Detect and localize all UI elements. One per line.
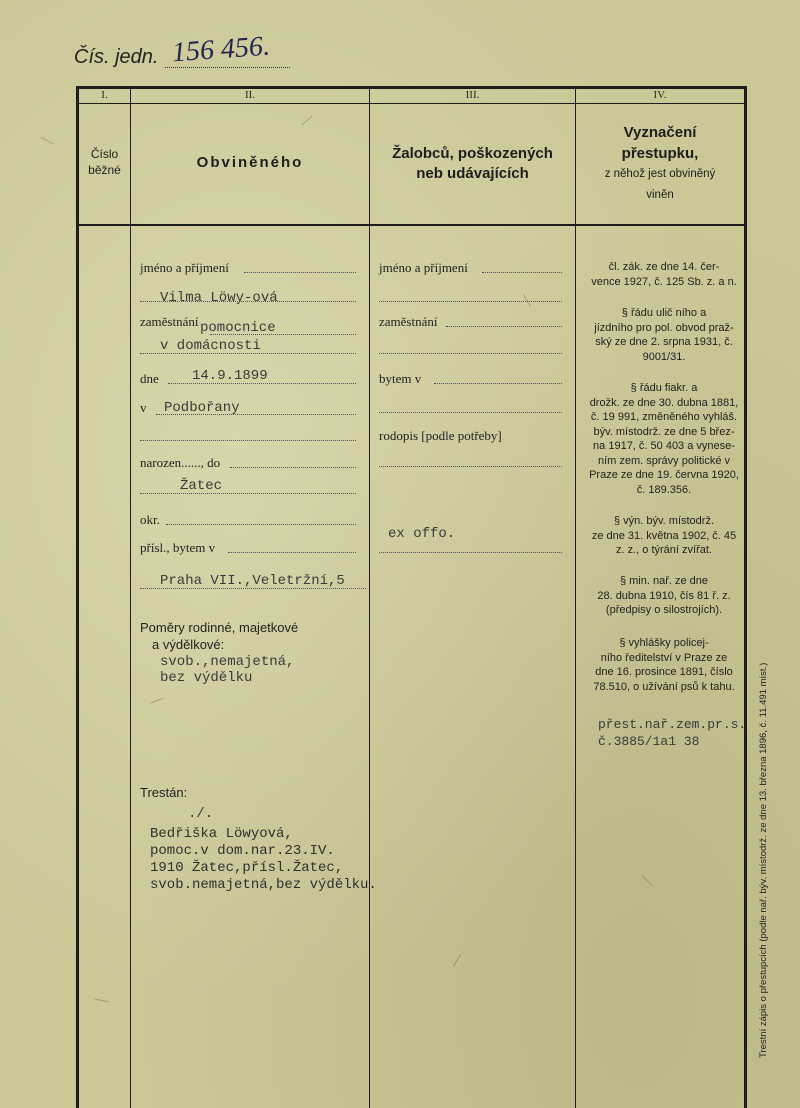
accused-address-value: Praha VII.,Veletržní,5 <box>160 573 345 589</box>
dotted-line <box>210 334 356 335</box>
dotted-line <box>140 588 366 589</box>
law-line: z. z., o týrání zvířat. <box>616 544 712 556</box>
dotted-line <box>379 466 562 467</box>
law-typed-line: č.3885/1a1 38 <box>598 734 700 749</box>
dotted-line <box>230 467 356 468</box>
col-header-zalobcu-line: neb udávajících <box>416 165 529 182</box>
law-line: dne 16. prosince 1891, číslo <box>595 666 733 678</box>
law-block-1 <box>588 260 740 289</box>
accused-name-value: Vilma Löwy-ová <box>160 290 278 306</box>
dotted-line <box>168 383 356 384</box>
accused-job-value-1: pomocnice <box>200 320 276 336</box>
law-line: ský ze dne 2. srpna 1931, č. <box>595 336 733 348</box>
dotted-line <box>228 552 356 553</box>
accused-born-value: Žatec <box>180 478 223 494</box>
punished-line: svob.nemajetná,bez výdělku. <box>150 877 377 893</box>
law-line: jízdního pro pol. obvod praž- <box>594 321 734 334</box>
col-header-vyznaceni-line: viněn <box>646 189 674 201</box>
accused-name-label: jméno a příjmení <box>140 260 229 275</box>
accused-date-label: dne <box>140 371 159 386</box>
table-col-divider-1 <box>130 86 131 1108</box>
law-line: ního ředitelství v Praze ze <box>600 651 728 664</box>
law-line: býv. místodrž. ze dne 5 břez- <box>593 425 735 438</box>
dotted-line <box>379 353 562 354</box>
accused-family-value-2: bez výdělku <box>160 670 253 686</box>
law-line: § řádu ulič ního a <box>621 307 707 319</box>
table-col-divider-2 <box>369 86 370 1108</box>
law-line: drožk. ze dne 30. dubna 1881, <box>589 396 739 409</box>
punished-line: 1910 Žatec,přísl.Žatec, <box>150 860 344 876</box>
dotted-line <box>379 412 562 413</box>
col-header-vyznaceni-line: Vyznačení <box>623 124 697 141</box>
cis-jedn-value: 156 456. <box>171 30 271 69</box>
plaintiff-rodopis-label: rodopis [podle potřeby] <box>379 428 502 443</box>
accused-date-value: 14.9.1899 <box>192 368 268 384</box>
law-line: ním zem. správy politické v <box>597 454 731 467</box>
dotted-line <box>446 326 562 327</box>
dotted-line <box>482 272 562 273</box>
law-line: na 1917, č. 50 403 a vynese- <box>593 440 735 452</box>
accused-job-value-2: v domácnosti <box>160 338 261 354</box>
col-header-cislo <box>79 146 130 178</box>
dotted-line <box>434 383 562 384</box>
col-header-vyznaceni <box>576 122 744 206</box>
col-header-zalobcu-line: Žalobců, poškozených <box>392 145 553 162</box>
accused-place-label: v <box>140 400 147 415</box>
law-line: 28. dubna 1910, čís 81 ř. z. <box>597 589 731 602</box>
roman-col-3: III. <box>465 89 480 101</box>
table-col-divider-3 <box>575 86 576 1108</box>
law-line: ze dne 31. května 1902, č. 45 <box>591 529 737 542</box>
accused-punished-mark: ./. <box>188 806 214 822</box>
law-line: § výn. býv. místodrž. <box>613 515 715 527</box>
accused-punished-label: Trestán: <box>140 785 188 800</box>
law-line: Praze ze dne 19. června 1920, <box>589 469 739 481</box>
col-header-vyznaceni-line: přestupku, <box>621 145 699 162</box>
punished-line: pomoc.v dom.nar.23.IV. <box>150 843 335 859</box>
dotted-line <box>244 272 356 273</box>
table-right-border <box>744 86 747 1108</box>
law-line: č. 189.356. <box>636 483 692 496</box>
accused-district-label: okr. <box>140 512 160 527</box>
table-left-border <box>76 86 79 1108</box>
col-header-zalobcu <box>370 144 575 184</box>
punished-line: Bedřiška Löwyová, <box>150 826 293 842</box>
accused-family-value-1: svob.,nemajetná, <box>160 654 295 670</box>
plaintiff-residence-label: bytem v <box>379 371 422 386</box>
accused-belong-label: přísl., bytem v <box>140 540 216 555</box>
dotted-line <box>140 493 356 494</box>
accused-job-label: zaměstnání <box>140 314 199 329</box>
law-line: vence 1927, č. 125 Sb. z. a n. <box>591 275 737 288</box>
law-line: 9001/31. <box>642 350 686 363</box>
law-line: § řádu fiakr. a <box>630 382 698 394</box>
dotted-line <box>379 301 562 302</box>
law-block-3 <box>588 381 740 497</box>
roman-col-4: IV. <box>653 89 667 101</box>
accused-family-label-2: a výdělkové: <box>152 637 225 652</box>
col-header-cislo-line: běžné <box>88 163 121 177</box>
law-line: 78.510, o užívání psů k tahu. <box>593 680 735 693</box>
law-block-2 <box>588 306 740 364</box>
law-block-5 <box>588 574 740 618</box>
law-typed-note <box>598 716 746 750</box>
law-block-4 <box>588 514 740 558</box>
law-line: § min. nař. ze dne <box>619 575 709 587</box>
law-line: § vyhlášky policej- <box>619 637 709 649</box>
col-header-obvineneho: Obviněného <box>196 154 304 171</box>
accused-place-value: Podbořany <box>164 400 240 416</box>
law-typed-line: přest.nař.zem.pr.s. <box>598 717 747 732</box>
table-header-divider <box>76 224 746 226</box>
plaintiff-job-label: zaměstnání <box>379 314 438 329</box>
accused-born-label: narozen......, do <box>140 455 221 470</box>
law-line: čl. zák. ze dne 14. čer- <box>608 261 720 273</box>
table-roman-divider <box>76 103 746 104</box>
dotted-line <box>166 524 356 525</box>
col-header-vyznaceni-line: z něhož jest obviněný <box>604 168 716 180</box>
dotted-line <box>140 301 356 302</box>
accused-punished-block <box>150 826 377 894</box>
law-block-6 <box>588 636 740 694</box>
cis-jedn-label: Čís. jedn. <box>74 46 159 68</box>
accused-family-label-1: Poměry rodinné, majetkové <box>140 620 299 635</box>
roman-col-1: I. <box>101 89 108 101</box>
roman-col-2: II. <box>244 89 256 101</box>
side-note: Trestní zápis o přestupcích (podle nař. býv. místodrž. ze dne 13. března 1896, č. 11.491 míst.) <box>758 662 769 1058</box>
plaintiff-name-label: jméno a příjmení <box>379 260 468 275</box>
dotted-line <box>140 353 356 354</box>
cis-jedn-underline <box>165 67 290 68</box>
law-line: č. 19 991, změněného vyhláš. <box>590 411 738 423</box>
dotted-line <box>140 440 356 441</box>
law-line: (předpisy o silostrojích). <box>605 604 723 616</box>
dotted-line <box>156 414 356 415</box>
plaintiff-ex-officio: ex offo. <box>388 526 456 542</box>
dotted-line <box>379 552 562 553</box>
col-header-cislo-line: Číslo <box>90 147 119 161</box>
